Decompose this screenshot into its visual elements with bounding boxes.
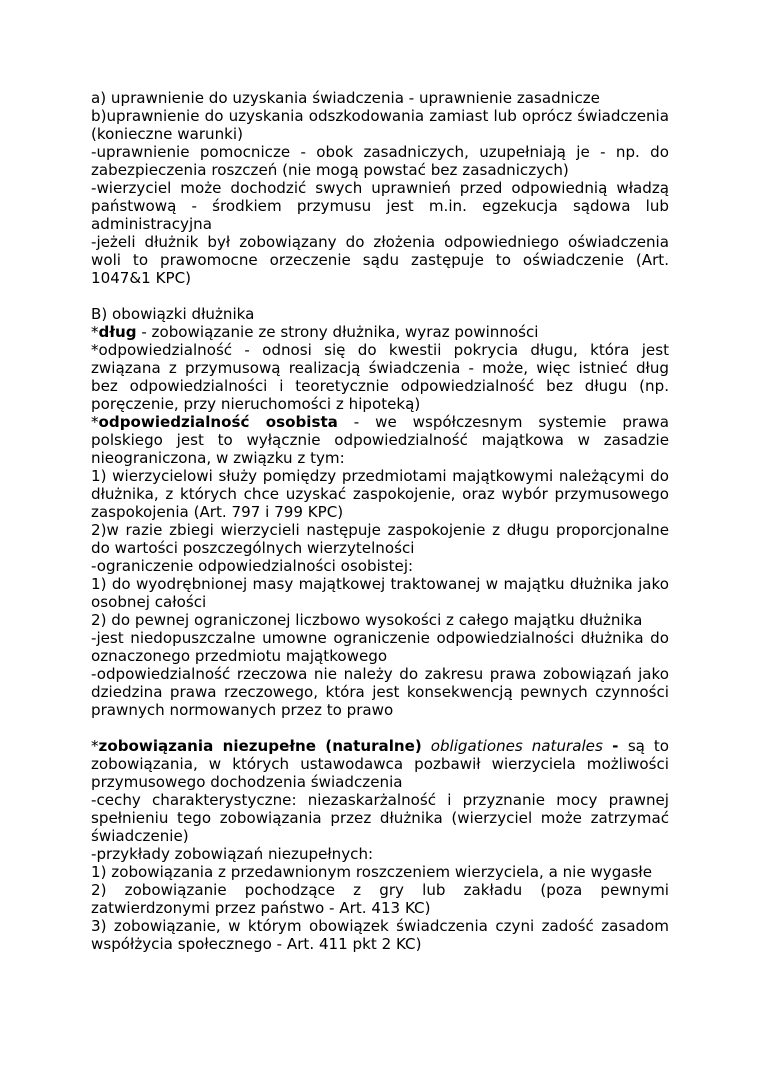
paragraph-rzeczowa: -odpowiedzialność rzeczowa nie należy do zakresu prawa zobowiązań jako dziedzina prawa rzeczowego, która jest konsekwencją pewnych czynności prawnych normowanych przez to prawo xyxy=(91,665,669,719)
term-dlug: dług xyxy=(98,323,137,341)
paragraph-b: b)uprawnienie do uzyskania odszkodowania zamiast lub oprócz świadczenia (konieczne warunki) xyxy=(91,107,669,143)
paragraph-dochodzic: -wierzyciel może dochodzić swych uprawnień przed odpowiednią władzą państwową - środkiem przymusu jest m.in. egzekucja sądowa lub administracyjna xyxy=(91,179,669,233)
latin-term: obligationes naturales xyxy=(430,737,603,755)
blank-line xyxy=(91,719,669,737)
paragraph-ograniczenie: -ograniczenie odpowiedzialności osobistej: xyxy=(91,557,414,575)
paragraph-dlug: *dług - zobowiązanie ze strony dłużnika, wyraz powinności xyxy=(91,323,539,341)
paragraph-pomocnicze: -uprawnienie pomocnicze - obok zasadniczych, uzupełniają je - np. do zabezpieczenia roszczeń (nie mogą powstać bez zasadniczych) xyxy=(91,143,669,179)
paragraph-osobista: *odpowiedzialność osobista - we współczesnym systemie prawa polskiego jest to wyłącznie odpowiedzialność majątkowa w zasadzie nieograniczona, w związku z tym: xyxy=(91,413,669,467)
list-item-o2: 2)w razie zbiegi wierzycieli następuje zaspokojenie z długu proporcjonalne do wartości poszczególnych wierzytelności xyxy=(91,521,669,557)
list-item-o1: 1) wierzycielowi służy pomiędzy przedmiotami majątkowymi należącymi do dłużnika, z których chce uzyskać zaspokojenie, oraz wybór przymusowego zaspokojenia (Art. 797 i 799 KPC) xyxy=(91,467,669,521)
term-osobista: odpowiedzialność osobista xyxy=(98,413,338,431)
text-dlug: - zobowiązanie ze strony dłużnika, wyraz powinności xyxy=(136,323,539,341)
list-item-g2: 2) do pewnej ograniczonej liczbowo wysokości z całego majątku dłużnika xyxy=(91,611,643,629)
section-heading-b: B) obowiązki dłużnika xyxy=(91,305,255,323)
dash-bold: - xyxy=(602,737,628,755)
term-niezupelne: zobowiązania niezupełne (naturalne) xyxy=(98,737,422,755)
paragraph-niedopuszczalne: -jest niedopuszczalne umowne ograniczenie odpowiedzialności dłużnika do oznaczonego przedmiotu majątkowego xyxy=(91,629,669,665)
paragraph-przyklady: -przykłady zobowiązań niezupełnych: xyxy=(91,845,374,863)
list-item-p3: 3) zobowiązanie, w którym obowiązek świadczenia czyni zadość zasadom współżycia społecznego - Art. 411 pkt 2 KC) xyxy=(91,917,669,953)
paragraph-niezupelne: *zobowiązania niezupełne (naturalne) obligationes naturales - są to zobowiązania, w których ustawodawca pozbawił wierzyciela możliwości przymusowego dochodzenia świadczenia xyxy=(91,737,669,791)
paragraph-odpowiedzialnosc: *odpowiedzialność - odnosi się do kwestii pokrycia długu, która jest związana z przymusową realizacją świadczenia - może, więc istnieć dług bez odpowiedzialności i teoretycznie odpowiedzialność bez długu (np. poręczenie, przy nieruchomości z hipoteką) xyxy=(91,341,669,413)
paragraph-cechy: -cechy charakterystyczne: niezaskarżalność i przyznanie mocy prawnej spełnieniu tego zobowiązania przez dłużnika (wierzyciel może zatrzymać świadczenie) xyxy=(91,791,669,845)
list-item-g1: 1) do wyodrębnionej masy majątkowej traktowanej w majątku dłużnika jako osobnej całości xyxy=(91,575,669,611)
list-item-p2: 2) zobowiązanie pochodzące z gry lub zakładu (poza pewnymi zatwierdzonymi przez państwo - Art. 413 KC) xyxy=(91,881,669,917)
paragraph-a: a) uprawnienie do uzyskania świadczenia - uprawnienie zasadnicze xyxy=(91,89,600,107)
paragraph-jezeli: -jeżeli dłużnik był zobowiązany do złożenia odpowiedniego oświadczenia woli to prawomocne orzeczenie sądu zastępuje to oświadczenie (Art. 1047&1 KPC) xyxy=(91,233,669,287)
blank-line xyxy=(91,287,669,305)
list-item-p1: 1) zobowiązania z przedawnionym roszczeniem wierzyciela, a nie wygasłe xyxy=(91,863,653,881)
text-osobista: - we współczesnym systemie prawa polskiego jest to wyłącznie odpowiedzialność majątkowa w zasadzie nieograniczona, w związku z tym: xyxy=(91,413,669,467)
document-page xyxy=(91,89,669,953)
text-niezupelne: są to zobowiązania, w których ustawodawca pozbawił wierzyciela możliwości przymusowego dochodzenia świadczenia xyxy=(91,737,669,791)
